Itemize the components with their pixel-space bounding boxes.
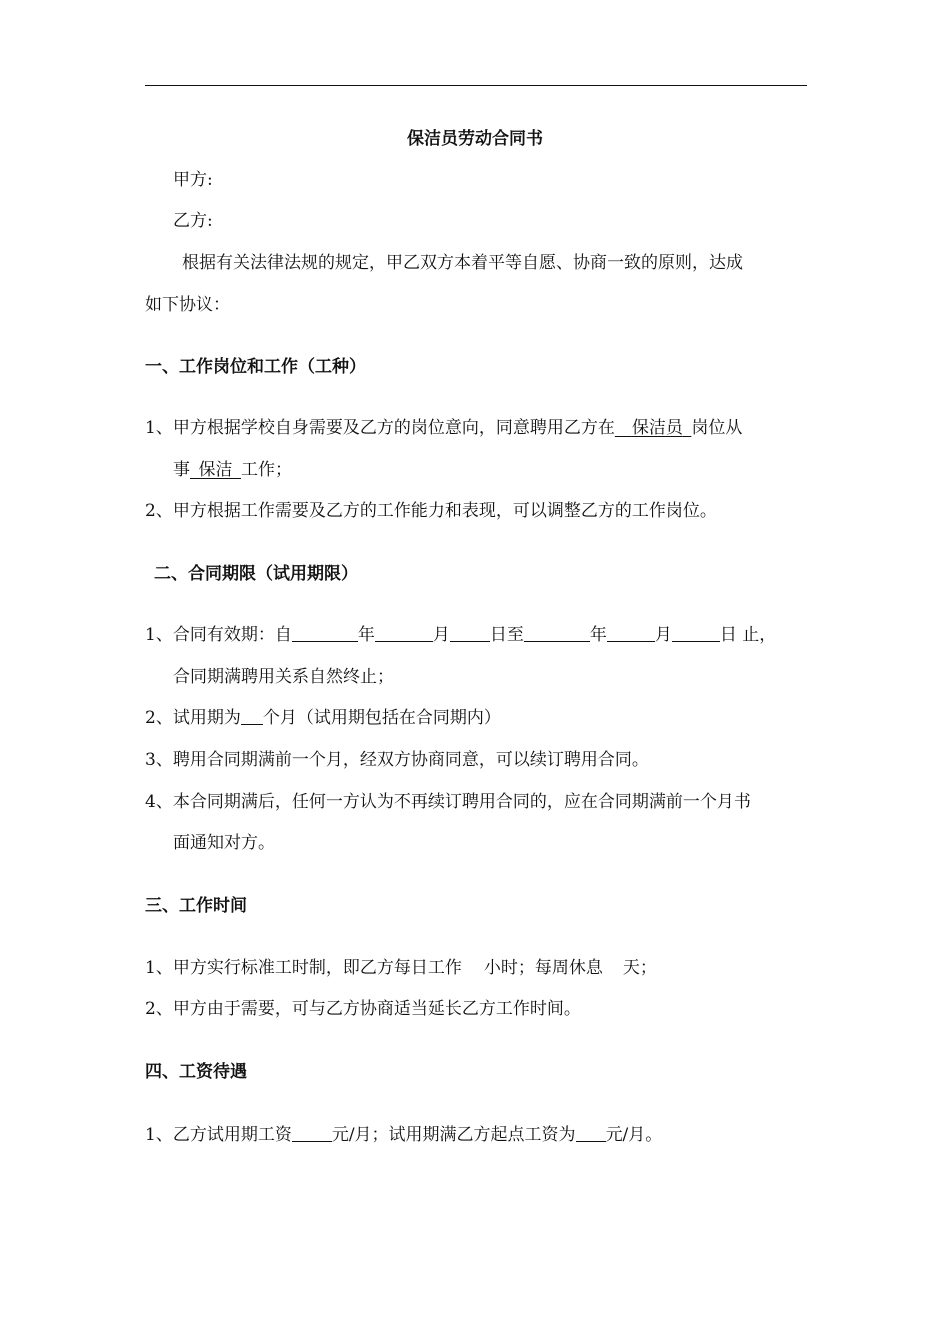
item-text: 1、甲方实行标准工时制，即乙方每日工作 bbox=[145, 958, 462, 978]
end-day-blank bbox=[672, 623, 720, 642]
section-1-item-1-cont bbox=[173, 458, 292, 482]
section-1-heading: 一、工作岗位和工作（工种） bbox=[145, 357, 366, 377]
start-year-blank bbox=[292, 623, 358, 642]
document-title: 保洁员劳动合同书 bbox=[407, 129, 543, 149]
end-month-blank bbox=[607, 623, 655, 642]
end-year-blank bbox=[524, 623, 590, 642]
item-text: 元/月。 bbox=[605, 1125, 663, 1145]
party-a-label: 甲方: bbox=[173, 170, 213, 190]
section-2-item-3: 3、聘用合同期满前一个月，经双方协商同意，可以续订聘用合同。 bbox=[145, 750, 649, 770]
section-2-item-4: 4、本合同期满后，任何一方认为不再续订聘用合同的，应在合同期满前一个月书 bbox=[145, 792, 751, 812]
item-text: 元/月；试用期满乙方起点工资为 bbox=[331, 1125, 576, 1145]
item-text: 天； bbox=[622, 958, 657, 978]
section-3-item-2: 2、甲方由于需要，可与乙方协商适当延长乙方工作时间。 bbox=[145, 999, 581, 1019]
year-label: 年 bbox=[357, 625, 375, 645]
preamble-line-2: 如下协议： bbox=[145, 295, 230, 315]
item-text: 工作； bbox=[241, 460, 292, 480]
position-field bbox=[615, 418, 692, 438]
probation-months-blank bbox=[241, 706, 263, 725]
year-label: 年 bbox=[589, 625, 607, 645]
item-text: 1、合同有效期：自 bbox=[145, 625, 292, 645]
day-end-label: 日 止， bbox=[719, 625, 777, 645]
section-4-item-1 bbox=[145, 1123, 662, 1147]
day-to-label: 日至 bbox=[489, 625, 524, 645]
section-3-heading: 三、工作时间 bbox=[145, 896, 247, 916]
work-field bbox=[190, 460, 241, 480]
item-text: 1、乙方试用期工资 bbox=[145, 1125, 292, 1145]
item-text: 1、甲方根据学校自身需要及乙方的岗位意向，同意聘用乙方在 bbox=[145, 418, 615, 438]
item-text: 小时；每周休息 bbox=[483, 958, 603, 978]
item-text: 岗位从 bbox=[691, 418, 743, 438]
position-value: 保洁员 bbox=[631, 418, 683, 438]
section-2-item-4-cont: 面通知对方。 bbox=[173, 833, 275, 853]
month-label: 月 bbox=[654, 625, 672, 645]
item-text: 个月（试用期包括在合同期内） bbox=[262, 708, 501, 728]
section-3-item-1 bbox=[145, 956, 657, 980]
starting-salary-blank bbox=[576, 1123, 606, 1142]
section-2-item-1-cont: 合同期满聘用关系自然终止； bbox=[173, 667, 394, 687]
month-label: 月 bbox=[432, 625, 450, 645]
probation-salary-blank bbox=[292, 1123, 332, 1142]
section-2-item-2 bbox=[145, 706, 501, 730]
header-rule bbox=[145, 85, 807, 86]
section-2-item-1 bbox=[145, 623, 776, 647]
item-text: 事 bbox=[173, 460, 190, 480]
start-day-blank bbox=[450, 623, 490, 642]
section-2-heading: 二、合同期限（试用期限） bbox=[154, 564, 358, 584]
party-b-label: 乙方: bbox=[173, 211, 213, 231]
section-1-item-1 bbox=[145, 416, 742, 440]
start-month-blank bbox=[375, 623, 433, 642]
preamble-line-1: 根据有关法律法规的规定，甲乙双方本着平等自愿、协商一致的原则，达成 bbox=[182, 253, 743, 273]
section-1-item-2: 2、甲方根据工作需要及乙方的工作能力和表现，可以调整乙方的工作岗位。 bbox=[145, 501, 717, 521]
section-4-heading: 四、工资待遇 bbox=[145, 1062, 247, 1082]
item-text: 2、试用期为 bbox=[145, 708, 241, 728]
work-value: 保洁 bbox=[198, 460, 233, 480]
